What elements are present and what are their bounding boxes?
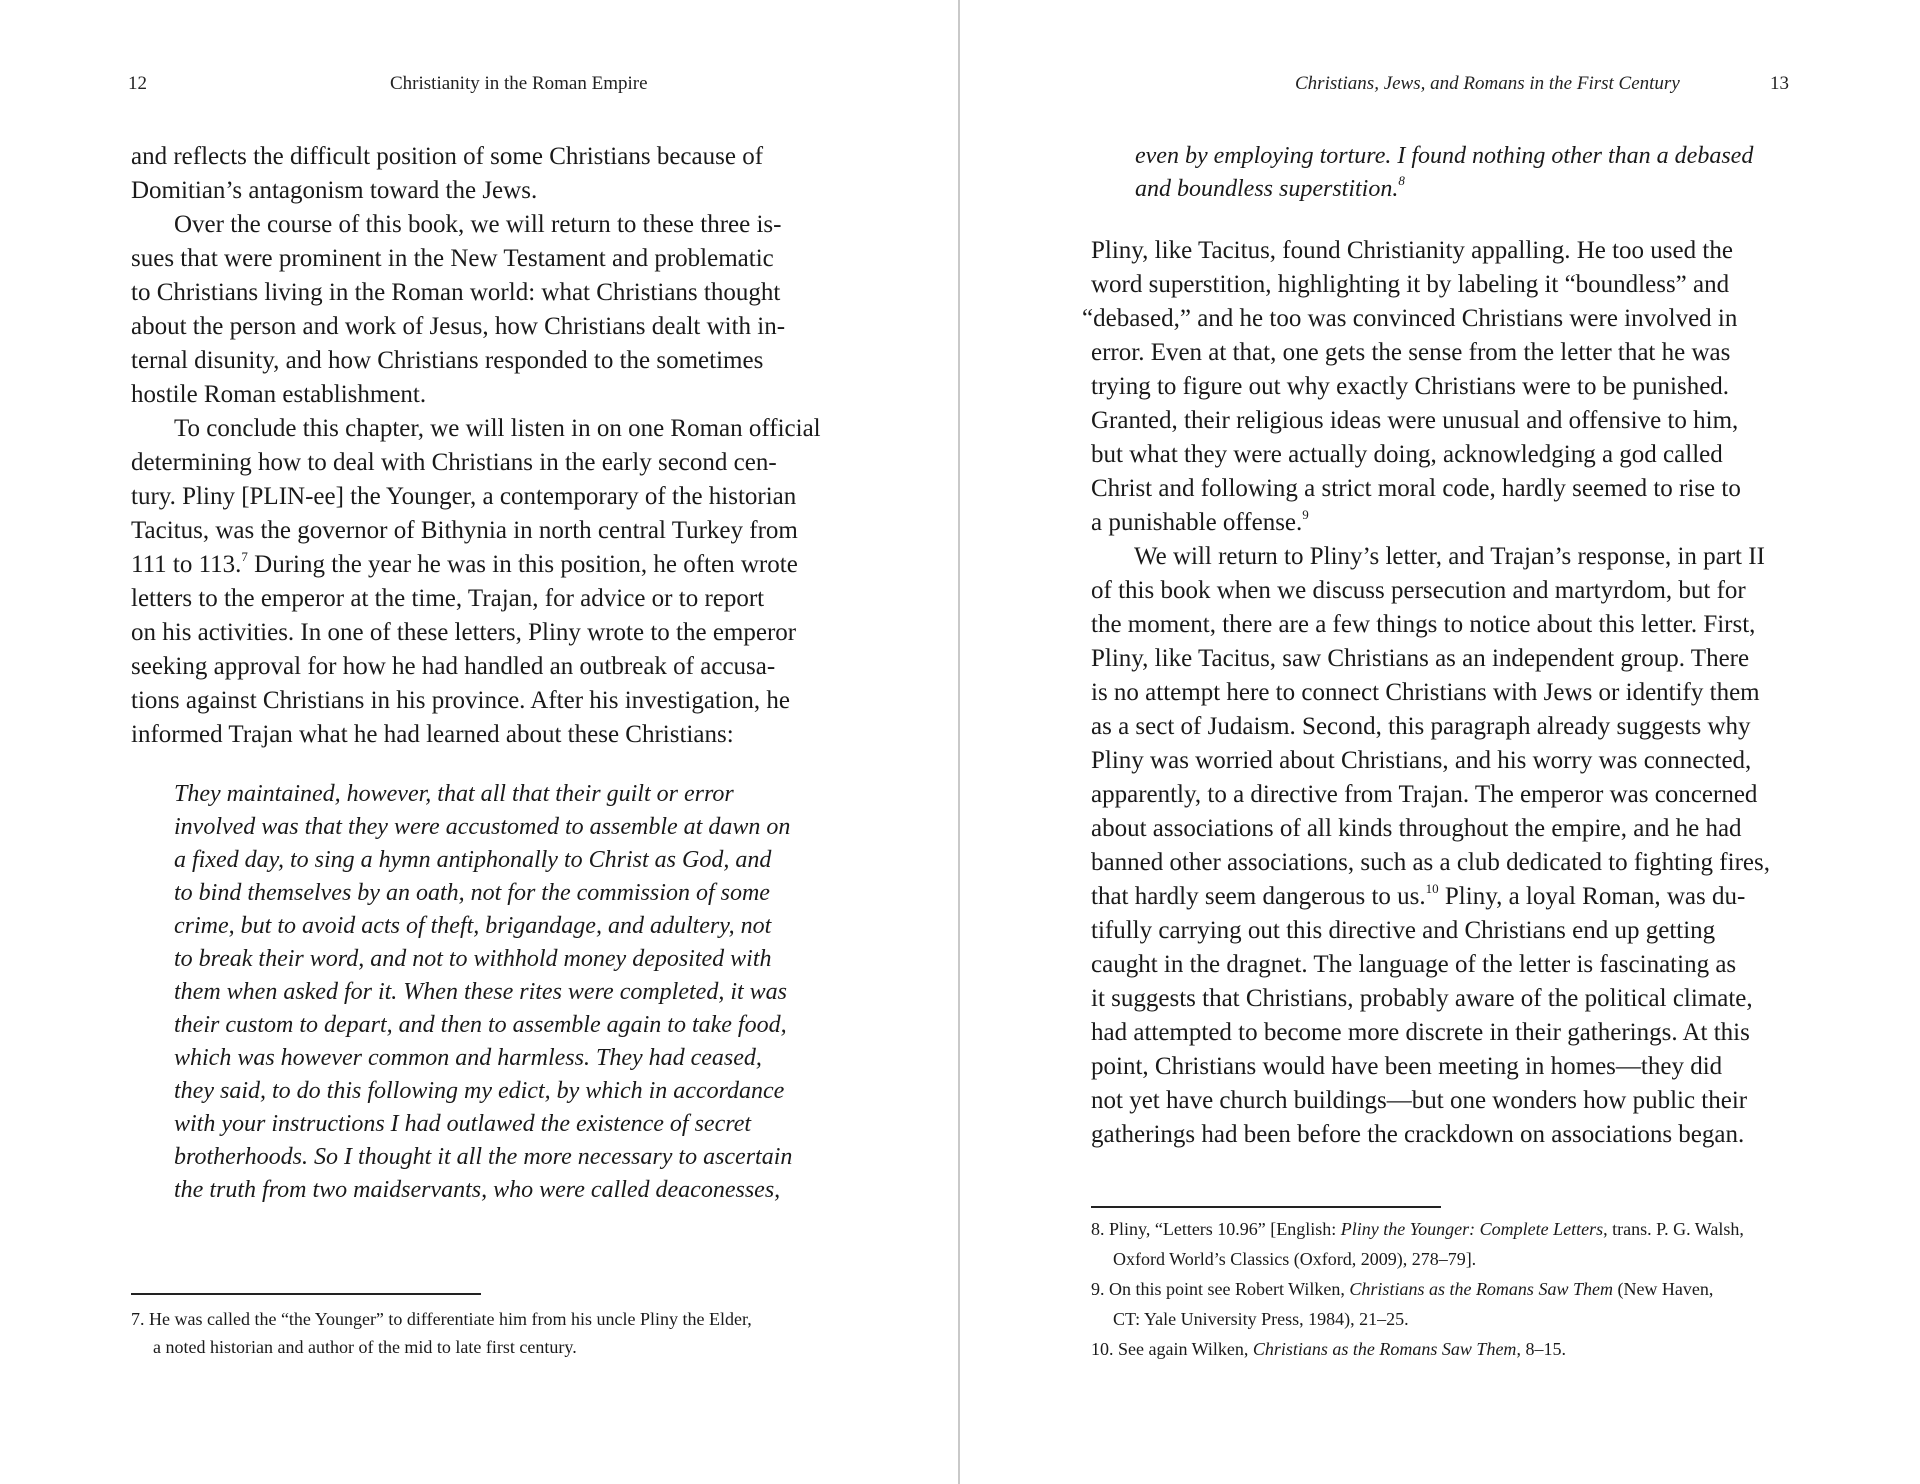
text-line: it suggests that Christians, probably aware of the political climate, [1091,985,1753,1012]
text-line: determining how to deal with Christians in the early second cen- [131,449,777,476]
text-line: 111 to 113.$^7$ During the year he was in this position, he often wrote [131,548,798,578]
text-line: apparently, to a directive from Trajan. The emperor was concerned [1091,781,1758,808]
text-line: ternal disunity, and how Christians responded to the sometimes [131,347,764,374]
quote-line: the truth from two maidservants, who were called deaconesses, [174,1177,781,1203]
text-line: Pliny, like Tacitus, saw Christians as an independent group. There [1091,645,1750,672]
quote-line: which was however common and harmless. They had ceased, [174,1045,762,1071]
text-line: tions against Christians in his province. After his investigation, he [131,687,790,714]
quote-line: and boundless superstition.$^8$ [1135,173,1405,202]
text-line: is no attempt here to connect Christians with Jews or identify them [1091,679,1760,706]
text-line: and reflects the difficult position of some Christians because of [131,143,764,170]
footnote-9: 9. On this point see Robert Wilken, Christians as the Romans Saw Them (New Haven, [1091,1279,1714,1299]
quote-line: involved was that they were accustomed to assemble at dawn on [174,814,791,840]
text-line: gatherings had been before the crackdown on associations began. [1091,1121,1745,1148]
text-line: of this book when we discuss persecution and martyrdom, but for [1091,577,1746,604]
text-line: error. Even at that, one gets the sense from the letter that he was [1091,339,1731,366]
text-line: to Christians living in the Roman world: what Christians thought [131,279,781,306]
text-line: Domitian’s antagonism toward the Jews. [131,177,538,204]
text-line: Pliny, like Tacitus, found Christianity appalling. He too used the [1091,237,1733,264]
footnote-ref-10: 10 [1425,880,1439,896]
right-page-number: 13 [1770,73,1789,94]
footnote-7: 7. He was called the “the Younger” to differentiate him from his uncle Pliny the Elder, [131,1309,752,1329]
footnote-7-cont: a noted historian and author of the mid to late first century. [153,1337,577,1357]
text-line: a punishable offense.$^9$ [1091,506,1309,536]
text-line: the moment, there are a few things to notice about this letter. First, [1091,611,1756,638]
text-line: had attempted to become more discrete in their gatherings. At this [1091,1019,1750,1046]
text-line: sues that were prominent in the New Testament and problematic [131,245,774,272]
left-running-head: Christianity in the Roman Empire [390,73,648,94]
quote-line: to bind themselves by an oath, not for the commission of some [174,880,770,906]
text-line: caught in the dragnet. The language of the letter is fascinating as [1091,951,1737,978]
text-line: tury. Pliny [PLIN-ee] the Younger, a contemporary of the historian [131,483,797,510]
text-line: banned other associations, such as a club dedicated to fighting fires, [1091,849,1770,876]
text-line: We will return to Pliny’s letter, and Trajan’s response, in part II [1134,543,1765,570]
quote-line: even by employing torture. I found nothing other than a debased [1135,143,1754,169]
footnote-ref-9: 9 [1302,506,1309,522]
quote-line: they said, to do this following my edict, by which in accordance [174,1078,785,1104]
text-line: Tacitus, was the governor of Bithynia in north central Turkey from [131,517,798,544]
footnote-8: 8. Pliny, “Letters 10.96” [English: Pliny the Younger: Complete Letters, trans. P. G. Walsh, [1091,1219,1744,1239]
footnote-10: 10. See again Wilken, Christians as the Romans Saw Them, 8–15. [1091,1339,1566,1359]
quote-line: them when asked for it. When these rites were completed, it was [174,979,787,1005]
text-line: about the person and work of Jesus, how Christians dealt with in- [131,313,786,340]
text-line: “debased,” and he too was convinced Christians were involved in [1082,305,1738,332]
text-line: point, Christians would have been meeting in homes—they did [1091,1053,1723,1080]
text-line: letters to the emperor at the time, Trajan, for advice or to report [131,585,765,612]
text-line: Over the course of this book, we will return to these three is- [174,211,782,238]
quote-line: their custom to depart, and then to assemble again to take food, [174,1012,787,1038]
text-line: seeking approval for how he had handled an outbreak of accusa- [131,653,776,680]
text-line: To conclude this chapter, we will listen in on one Roman official [174,415,821,442]
text-line: as a sect of Judaism. Second, this paragraph already suggests why [1091,713,1751,740]
footnote-8-cont: Oxford World’s Classics (Oxford, 2009), 278–79]. [1113,1249,1477,1269]
text-line: Granted, their religious ideas were unusual and offensive to him, [1091,407,1739,434]
quote-line: to break their word, and not to withhold money deposited with [174,946,772,972]
footnote-9-cont: CT: Yale University Press, 1984), 21–25. [1113,1309,1409,1329]
text-line: about associations of all kinds throughout the empire, and he had [1091,815,1742,842]
quote-line: a fixed day, to sing a hymn antiphonally to Christ as God, and [174,847,772,873]
quote-line: crime, but to avoid acts of theft, brigandage, and adultery, not [174,913,772,939]
footnote-rule [1091,1206,1441,1208]
text-line: Christ and following a strict moral code, hardly seemed to rise to [1091,475,1741,502]
text-line: hostile Roman establishment. [131,381,427,408]
footnote-ref-7: 7 [241,548,248,564]
right-running-head: Christians, Jews, and Romans in the First Century [1295,73,1680,94]
right-page [960,0,1920,1484]
text-line: but what they were actually doing, acknowledging a god called [1091,441,1723,468]
quote-line: They maintained, however, that all that their guilt or error [174,781,734,807]
left-page [0,0,958,1484]
left-page-number: 12 [128,73,147,94]
quote-line: with your instructions I had outlawed the existence of secret [174,1111,752,1137]
text-line: Pliny was worried about Christians, and his worry was connected, [1091,747,1752,774]
footnote-ref-8: 8 [1398,173,1405,188]
text-line: trying to figure out why exactly Christians were to be punished. [1091,373,1730,400]
text-line: tifully carrying out this directive and Christians end up getting [1091,917,1716,944]
footnote-rule [131,1293,481,1295]
text-line: informed Trajan what he had learned about these Christians: [131,721,734,748]
text-line: not yet have church buildings—but one wonders how public their [1091,1087,1748,1114]
text-line: on his activities. In one of these letters, Pliny wrote to the emperor [131,619,797,646]
text-line: word superstition, highlighting it by labeling it “boundless” and [1091,271,1730,298]
quote-line: brotherhoods. So I thought it all the more necessary to ascertain [174,1144,793,1170]
text-line: that hardly seem dangerous to us.$^{10}$ Pliny, a loyal Roman, was du- [1091,880,1746,910]
